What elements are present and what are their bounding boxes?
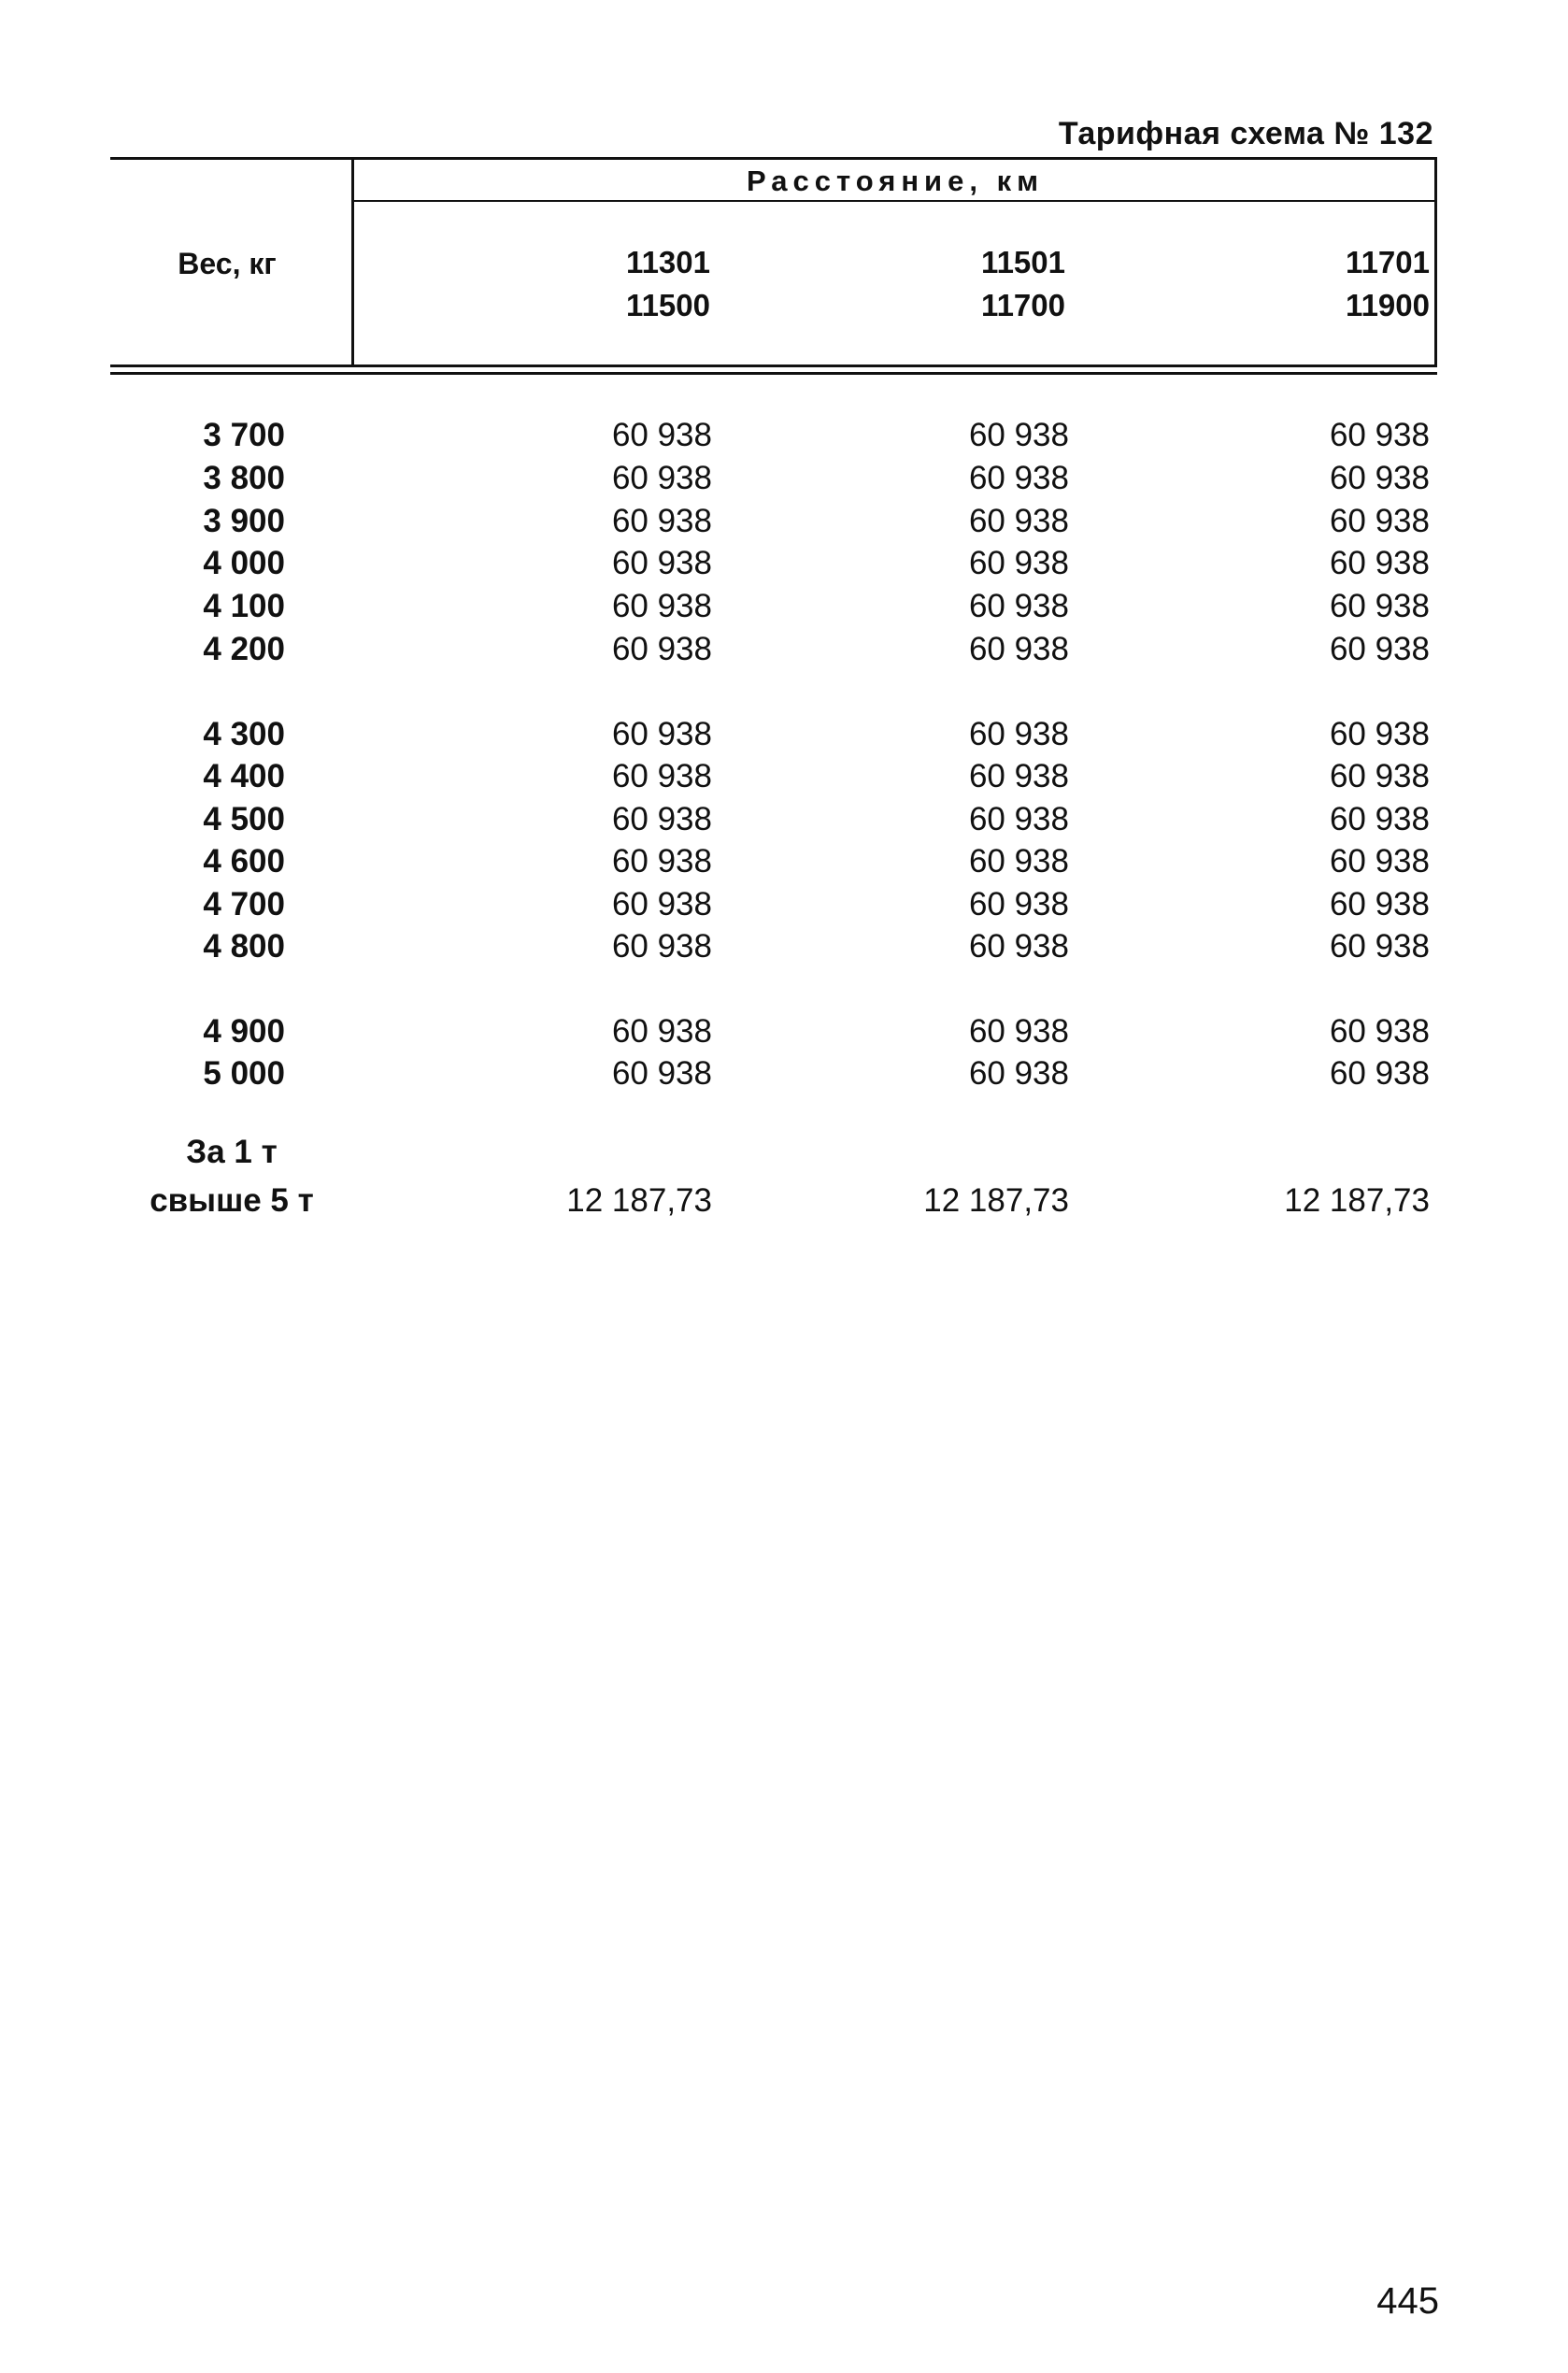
row-value: 60 938 (611, 1055, 712, 1092)
extra-value: 12 187,73 (923, 1182, 1069, 1219)
scheme-title: Тарифная схема № 132 (1058, 116, 1433, 151)
table-row (0, 585, 1568, 628)
table-row (0, 628, 1568, 671)
row-value: 60 938 (1329, 1055, 1430, 1092)
extra-row (0, 1179, 1568, 1222)
range-from: 11501 (981, 245, 1065, 279)
row-value: 60 938 (611, 503, 712, 539)
row-weight: 4 800 (203, 928, 285, 965)
row-weight: 4 400 (203, 758, 285, 794)
row-value: 60 938 (968, 758, 1069, 794)
row-weight: 4 100 (203, 588, 285, 624)
row-value: 60 938 (1329, 588, 1430, 624)
row-weight: 4 200 (203, 631, 285, 667)
row-value: 60 938 (1329, 801, 1430, 837)
row-weight: 5 000 (203, 1055, 285, 1092)
table-row (0, 713, 1568, 756)
row-weight: 4 600 (203, 843, 285, 879)
header-bottom-rule-2 (110, 372, 1437, 375)
range-from: 11701 (1346, 245, 1430, 279)
header-top-rule (110, 157, 1437, 160)
row-value: 60 938 (968, 716, 1069, 752)
table-row (0, 1010, 1568, 1053)
row-value: 60 938 (1329, 758, 1430, 794)
row-value: 60 938 (611, 588, 712, 624)
row-value: 60 938 (968, 503, 1069, 539)
range-to: 11700 (981, 288, 1065, 322)
row-weight: 3 700 (203, 417, 285, 453)
row-value: 60 938 (611, 758, 712, 794)
table-row (0, 414, 1568, 457)
table-row (0, 755, 1568, 798)
row-value: 60 938 (968, 588, 1069, 624)
distance-range-3 (1243, 241, 1430, 327)
table-row (0, 883, 1568, 926)
row-value: 60 938 (1329, 417, 1430, 453)
row-value: 60 938 (611, 928, 712, 965)
row-value: 60 938 (611, 886, 712, 922)
row-value: 60 938 (1329, 503, 1430, 539)
row-value: 60 938 (611, 545, 712, 581)
row-value: 60 938 (968, 545, 1069, 581)
row-value: 60 938 (611, 843, 712, 879)
row-value: 60 938 (611, 460, 712, 496)
row-value: 60 938 (1329, 460, 1430, 496)
row-value: 60 938 (968, 417, 1069, 453)
range-from: 11301 (626, 245, 710, 279)
row-value: 60 938 (1329, 1013, 1430, 1050)
row-weight: 4 300 (203, 716, 285, 752)
table-row (0, 1052, 1568, 1095)
row-weight: 4 900 (203, 1013, 285, 1050)
row-value: 60 938 (611, 631, 712, 667)
row-value: 60 938 (968, 928, 1069, 965)
row-weight: 3 800 (203, 460, 285, 496)
page-number: 445 (1376, 2280, 1439, 2322)
table-row (0, 542, 1568, 585)
row-value: 60 938 (1329, 843, 1430, 879)
row-weight: 4 500 (203, 801, 285, 837)
row-value: 60 938 (968, 886, 1069, 922)
row-value: 60 938 (611, 801, 712, 837)
row-value: 60 938 (968, 460, 1069, 496)
distance-column-header: Расстояние, км (746, 164, 1045, 197)
row-value: 60 938 (611, 716, 712, 752)
distance-range-2 (878, 241, 1065, 327)
table-row (0, 925, 1568, 968)
extra-label-line1: За 1 т (186, 1134, 278, 1170)
row-value: 60 938 (1329, 631, 1430, 667)
row-value: 60 938 (1329, 886, 1430, 922)
row-value: 60 938 (968, 1013, 1069, 1050)
table-row (0, 457, 1568, 500)
row-value: 60 938 (968, 801, 1069, 837)
distance-underline (353, 200, 1437, 202)
row-weight: 3 900 (203, 503, 285, 539)
extra-value: 12 187,73 (566, 1182, 712, 1219)
row-value: 60 938 (1329, 545, 1430, 581)
row-value: 60 938 (1329, 716, 1430, 752)
table-row (0, 798, 1568, 841)
table-row (0, 840, 1568, 883)
row-weight: 4 000 (203, 545, 285, 581)
range-to: 11500 (626, 288, 710, 322)
distance-range-1 (523, 241, 710, 327)
row-weight: 4 700 (203, 886, 285, 922)
row-value: 60 938 (968, 1055, 1069, 1092)
extra-label-line2: свыше 5 т (150, 1182, 314, 1219)
row-value: 60 938 (611, 1013, 712, 1050)
table-row (0, 500, 1568, 543)
range-to: 11900 (1346, 288, 1430, 322)
row-value: 60 938 (611, 417, 712, 453)
weight-column-header: Вес, кг (178, 247, 277, 280)
row-value: 60 938 (968, 843, 1069, 879)
extra-value: 12 187,73 (1284, 1182, 1430, 1219)
header-bottom-rule-1 (110, 365, 1437, 367)
row-value: 60 938 (1329, 928, 1430, 965)
row-value: 60 938 (968, 631, 1069, 667)
